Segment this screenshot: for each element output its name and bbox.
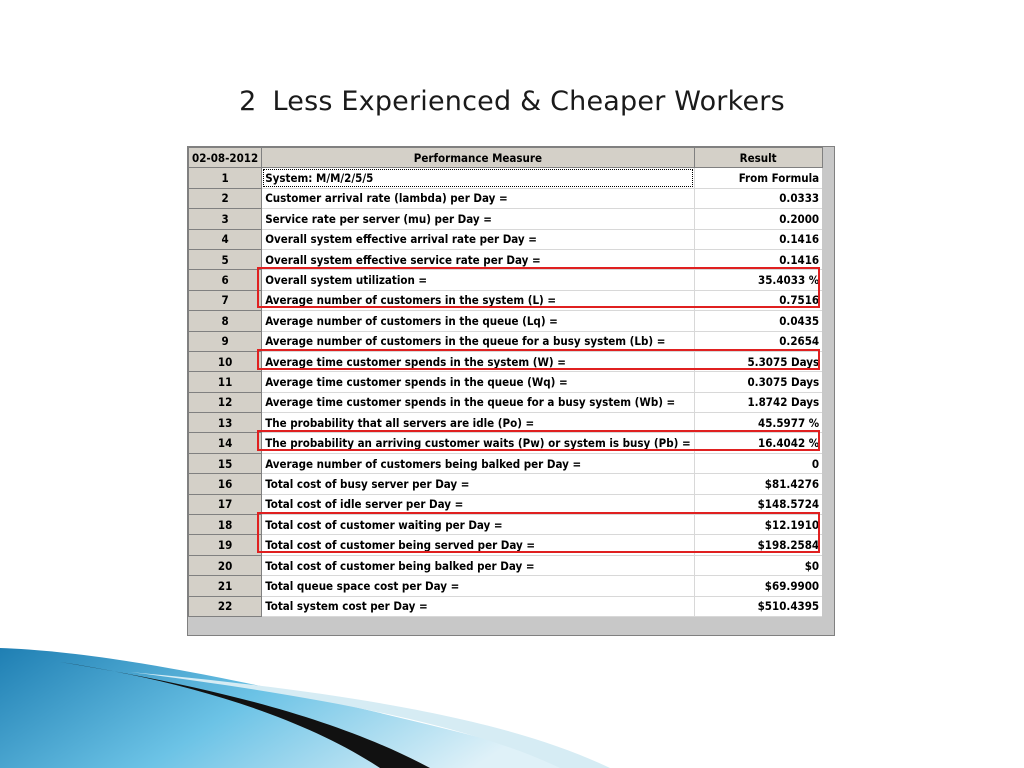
measure-cell[interactable]: System: M/M/2/5/5: [262, 168, 694, 188]
row-number[interactable]: 18: [189, 515, 262, 535]
row-number[interactable]: 20: [189, 555, 262, 575]
measure-cell[interactable]: Total cost of customer waiting per Day =: [262, 515, 694, 535]
measure-cell[interactable]: Average time customer spends in the system (W) =: [262, 351, 694, 371]
result-cell[interactable]: 0.1416: [694, 249, 822, 269]
result-cell[interactable]: 0.0435: [694, 311, 822, 331]
result-cell[interactable]: $198.2584: [694, 535, 822, 555]
measure-cell[interactable]: Total queue space cost per Day =: [262, 576, 694, 596]
row-number[interactable]: 19: [189, 535, 262, 555]
measure-cell[interactable]: Total cost of idle server per Day =: [262, 494, 694, 514]
measure-cell[interactable]: Average number of customers in the queue for a busy system (Lb) =: [262, 331, 694, 351]
row-number[interactable]: 17: [189, 494, 262, 514]
result-cell[interactable]: 0.7516: [694, 290, 822, 310]
row-number[interactable]: 9: [189, 331, 262, 351]
result-header[interactable]: Result: [694, 148, 822, 168]
measure-cell[interactable]: Average number of customers in the queue (Lq) =: [262, 311, 694, 331]
measure-cell[interactable]: Total system cost per Day =: [262, 596, 694, 616]
row-number[interactable]: 7: [189, 290, 262, 310]
measure-cell[interactable]: The probability that all servers are idle (Po) =: [262, 413, 694, 433]
measure-cell[interactable]: Service rate per server (mu) per Day =: [262, 209, 694, 229]
measure-cell[interactable]: Overall system effective service rate per Day =: [262, 249, 694, 269]
row-number[interactable]: 6: [189, 270, 262, 290]
row-number[interactable]: 10: [189, 351, 262, 371]
result-cell[interactable]: 35.4033 %: [694, 270, 822, 290]
result-cell[interactable]: $69.9900: [694, 576, 822, 596]
row-number[interactable]: 8: [189, 311, 262, 331]
measure-cell[interactable]: Average time customer spends in the queue (Wq) =: [262, 372, 694, 392]
result-cell[interactable]: 0.3075 Days: [694, 372, 822, 392]
row-number[interactable]: 1: [189, 168, 262, 188]
row-number[interactable]: 5: [189, 249, 262, 269]
result-cell[interactable]: 1.8742 Days: [694, 392, 822, 412]
measure-cell[interactable]: Average number of customers being balked per Day =: [262, 453, 694, 473]
result-cell[interactable]: 0.1416: [694, 229, 822, 249]
measure-cell[interactable]: Total cost of busy server per Day =: [262, 474, 694, 494]
slide-title-text: Less Experienced & Cheaper Workers: [272, 86, 785, 117]
result-cell[interactable]: $510.4395: [694, 596, 822, 616]
measure-cell[interactable]: Overall system effective arrival rate per Day =: [262, 229, 694, 249]
row-number[interactable]: 15: [189, 453, 262, 473]
measure-cell[interactable]: Customer arrival rate (lambda) per Day =: [262, 188, 694, 208]
row-number[interactable]: 12: [189, 392, 262, 412]
row-number[interactable]: 4: [189, 229, 262, 249]
result-cell[interactable]: 5.3075 Days: [694, 351, 822, 371]
row-number[interactable]: 14: [189, 433, 262, 453]
blue-swoosh: [0, 648, 600, 768]
result-cell[interactable]: 0: [694, 453, 822, 473]
result-cell[interactable]: $0: [694, 555, 822, 575]
result-cell[interactable]: From Formula: [694, 168, 822, 188]
result-cell[interactable]: 45.5977 %: [694, 413, 822, 433]
measure-cell[interactable]: Total cost of customer being balked per Day =: [262, 555, 694, 575]
measure-header[interactable]: Performance Measure: [262, 148, 694, 168]
slide-number: 2: [239, 86, 257, 117]
row-number[interactable]: 11: [189, 372, 262, 392]
date-header[interactable]: 02-08-2012: [189, 148, 262, 168]
result-cell[interactable]: 0.2000: [694, 209, 822, 229]
result-cell[interactable]: $81.4276: [694, 474, 822, 494]
row-number[interactable]: 13: [189, 413, 262, 433]
measure-cell[interactable]: The probability an arriving customer waits (Pw) or system is busy (Pb) =: [262, 433, 694, 453]
result-cell[interactable]: 16.4042 %: [694, 433, 822, 453]
row-number[interactable]: 2: [189, 188, 262, 208]
measure-cell[interactable]: Average number of customers in the system (L) =: [262, 290, 694, 310]
row-number[interactable]: 21: [189, 576, 262, 596]
result-cell[interactable]: 0.0333: [694, 188, 822, 208]
row-number[interactable]: 22: [189, 596, 262, 616]
result-cell[interactable]: $12.1910: [694, 515, 822, 535]
result-cell[interactable]: 0.2654: [694, 331, 822, 351]
measure-cell[interactable]: Overall system utilization =: [262, 270, 694, 290]
row-number[interactable]: 3: [189, 209, 262, 229]
result-cell[interactable]: $148.5724: [694, 494, 822, 514]
measure-cell[interactable]: Average time customer spends in the queue for a busy system (Wb) =: [262, 392, 694, 412]
row-number[interactable]: 16: [189, 474, 262, 494]
measure-cell[interactable]: Total cost of customer being served per Day =: [262, 535, 694, 555]
